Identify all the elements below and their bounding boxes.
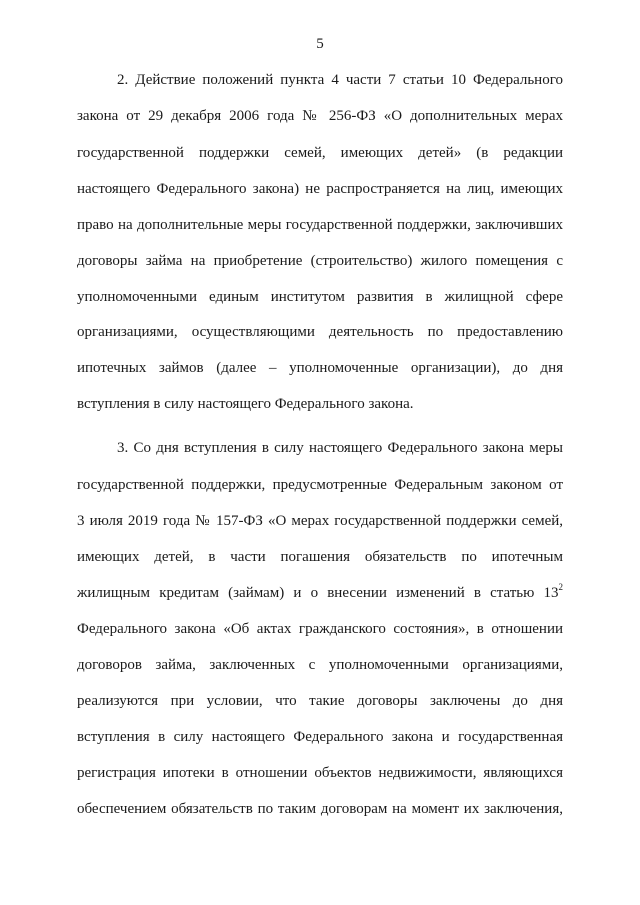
text-line: право на дополнительные меры государственной поддержки, заключивших [77, 217, 563, 233]
text-line-with-superscript [77, 583, 563, 603]
text-line: договоров займа, заключенных с уполномоченными организациями, [77, 657, 563, 673]
text-line: жилищным кредитам (займам) и о внесении изменений в статью 13 [77, 585, 559, 601]
text-line: организациями, осуществляющими деятельность по предоставлению [77, 324, 563, 340]
text-line: 3. Со дня вступления в силу настоящего Федерального закона меры [117, 440, 563, 456]
text-line: 3 июля 2019 года № 157-ФЗ «О мерах государственной поддержки семей, [77, 513, 563, 529]
text-line: реализуются при условии, что такие договоры заключены до дня [77, 693, 563, 709]
text-line: регистрация ипотеки в отношении объектов недвижимости, являющихся [77, 765, 563, 781]
text-line: договоры займа на приобретение (строительство) жилого помещения с [77, 253, 563, 269]
text-line: имеющих детей, в части погашения обязательств по ипотечным [77, 549, 563, 565]
text-line: Федерального закона «Об актах гражданского состояния», в отношении [77, 621, 563, 637]
text-line: вступления в силу настоящего Федерального закона и государственная [77, 729, 563, 745]
page-number: 5 [316, 36, 324, 52]
text-line: уполномоченными единым институтом развития в жилищной сфере [77, 289, 563, 305]
text-line: 2. Действие положений пункта 4 части 7 статьи 10 Федерального [117, 72, 563, 88]
text-line: государственной поддержки, предусмотренные Федеральным законом от [77, 477, 563, 493]
text-line: обеспечением обязательств по таким договорам на момент их заключения, [77, 801, 563, 817]
text-line: закона от 29 декабря 2006 года № 256-ФЗ «О дополнительных мерах [77, 108, 563, 124]
text-line: ипотечных займов (далее – уполномоченные организации), до дня [77, 360, 563, 376]
superscript: 2 [558, 582, 563, 592]
text-line: настоящего Федерального закона) не распространяется на лиц, имеющих [77, 181, 563, 197]
text-line: государственной поддержки семей, имеющих детей» (в редакции [77, 145, 563, 161]
text-line: вступления в силу настоящего Федерального закона. [77, 396, 414, 412]
